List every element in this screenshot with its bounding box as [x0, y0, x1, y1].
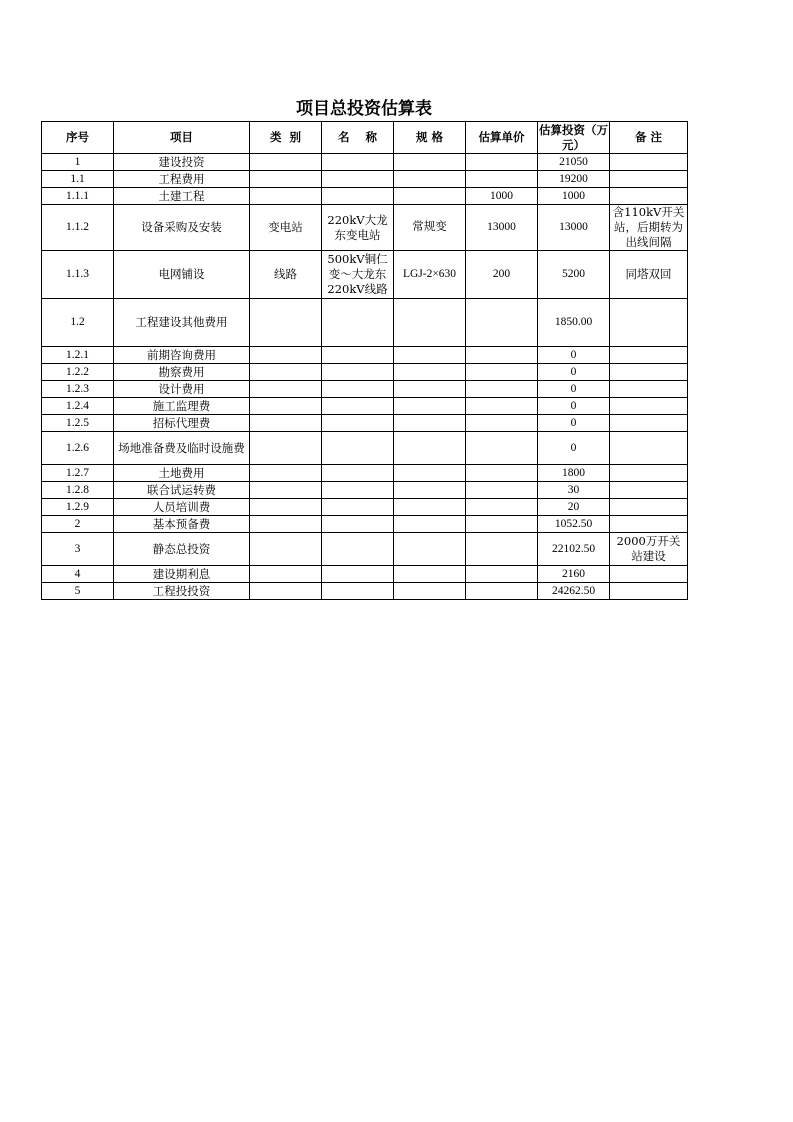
cell-name	[322, 299, 394, 347]
cell-no: 3	[42, 533, 114, 566]
cell-name	[322, 566, 394, 583]
cell-name	[322, 533, 394, 566]
cell-category	[250, 188, 322, 205]
cell-remark	[610, 299, 688, 347]
cell-investment: 1000	[538, 188, 610, 205]
cell-category	[250, 381, 322, 398]
cell-item: 基本预备费	[114, 516, 250, 533]
cell-unit-price	[466, 465, 538, 482]
cell-remark	[610, 516, 688, 533]
cell-spec: 常规变	[394, 205, 466, 251]
cell-unit-price	[466, 364, 538, 381]
table-row	[42, 398, 688, 415]
cell-item: 静态总投资	[114, 533, 250, 566]
cell-item: 施工监理费	[114, 398, 250, 415]
header-category: 类 别	[250, 122, 322, 154]
cell-category	[250, 299, 322, 347]
cell-investment: 24262.50	[538, 583, 610, 600]
cell-remark: 含110kV开关站，后期转为出线间隔	[610, 205, 688, 251]
cell-unit-price	[466, 583, 538, 600]
table-row	[42, 415, 688, 432]
cell-name	[322, 432, 394, 465]
cell-item: 土地费用	[114, 465, 250, 482]
cell-spec	[394, 516, 466, 533]
cell-remark	[610, 583, 688, 600]
cell-unit-price: 1000	[466, 188, 538, 205]
header-remark: 备 注	[610, 122, 688, 154]
cell-remark	[610, 171, 688, 188]
cell-remark	[610, 398, 688, 415]
cell-item: 场地准备费及临时设施费	[114, 432, 250, 465]
cell-category	[250, 364, 322, 381]
cell-remark	[610, 347, 688, 364]
cell-unit-price	[466, 415, 538, 432]
cell-item: 前期咨询费用	[114, 347, 250, 364]
cell-investment: 19200	[538, 171, 610, 188]
cell-investment: 21050	[538, 154, 610, 171]
cell-spec	[394, 533, 466, 566]
table-row	[42, 251, 688, 299]
cell-investment: 1800	[538, 465, 610, 482]
cell-remark	[610, 482, 688, 499]
cell-unit-price	[466, 432, 538, 465]
header-name: 名 称	[322, 122, 394, 154]
cell-investment: 0	[538, 432, 610, 465]
cell-no: 1.2.4	[42, 398, 114, 415]
cell-name: 220kV大龙东变电站	[322, 205, 394, 251]
cell-no: 4	[42, 566, 114, 583]
table-row	[42, 566, 688, 583]
cell-name	[322, 154, 394, 171]
cell-unit-price	[466, 499, 538, 516]
table-row	[42, 299, 688, 347]
cell-spec	[394, 432, 466, 465]
header-no: 序号	[42, 122, 114, 154]
cell-no: 1.1.1	[42, 188, 114, 205]
cell-investment: 1052.50	[538, 516, 610, 533]
table-title: 项目总投资估算表	[296, 99, 432, 119]
cell-spec	[394, 171, 466, 188]
cell-no: 1.2.5	[42, 415, 114, 432]
cell-item: 工程费用	[114, 171, 250, 188]
cell-remark	[610, 432, 688, 465]
table-row	[42, 465, 688, 482]
cell-no: 1.1	[42, 171, 114, 188]
cell-remark	[610, 188, 688, 205]
table-row	[42, 154, 688, 171]
cell-unit-price	[466, 381, 538, 398]
table-row	[42, 381, 688, 398]
cell-category: 变电站	[250, 205, 322, 251]
cell-category	[250, 499, 322, 516]
cell-category	[250, 347, 322, 364]
cell-investment: 0	[538, 415, 610, 432]
cell-category	[250, 516, 322, 533]
cell-spec	[394, 347, 466, 364]
cell-spec: LGJ-2×630	[394, 251, 466, 299]
cell-no: 1.2.1	[42, 347, 114, 364]
cell-category	[250, 566, 322, 583]
cell-spec	[394, 465, 466, 482]
cell-spec	[394, 482, 466, 499]
cell-item: 土建工程	[114, 188, 250, 205]
cell-unit-price	[466, 566, 538, 583]
cell-unit-price	[466, 482, 538, 499]
header-investment: 估算投资（万元）	[539, 122, 608, 152]
table-row	[42, 516, 688, 533]
cell-investment: 0	[538, 347, 610, 364]
cell-name	[322, 381, 394, 398]
cell-investment: 0	[538, 381, 610, 398]
table-row	[42, 347, 688, 364]
cell-name	[322, 171, 394, 188]
table-row	[42, 482, 688, 499]
cell-name	[322, 347, 394, 364]
cell-spec	[394, 364, 466, 381]
cell-item: 勘察费用	[114, 364, 250, 381]
cell-unit-price: 200	[466, 251, 538, 299]
cell-item: 设备采购及安装	[114, 205, 250, 251]
cell-remark	[610, 465, 688, 482]
cell-spec	[394, 415, 466, 432]
cell-item: 招标代理费	[114, 415, 250, 432]
header-unit-price: 估算单价	[466, 122, 538, 154]
cell-name	[322, 398, 394, 415]
table-header-row	[42, 122, 688, 154]
cell-unit-price	[466, 171, 538, 188]
cell-unit-price	[466, 299, 538, 347]
cell-unit-price	[466, 516, 538, 533]
cell-name	[322, 499, 394, 516]
cell-category	[250, 398, 322, 415]
cell-no: 1.2.7	[42, 465, 114, 482]
table-row	[42, 432, 688, 465]
cell-item: 建设投资	[114, 154, 250, 171]
cell-spec	[394, 398, 466, 415]
cell-item: 工程建设其他费用	[114, 299, 250, 347]
cell-remark	[610, 154, 688, 171]
header-item: 项目	[114, 122, 250, 154]
cell-remark: 2000万开关站建设	[610, 533, 688, 566]
cell-no: 1.2.2	[42, 364, 114, 381]
cell-no: 1.2.9	[42, 499, 114, 516]
cell-investment: 2160	[538, 566, 610, 583]
table-row	[42, 364, 688, 381]
cell-no: 1.1.3	[42, 251, 114, 299]
table-row	[42, 171, 688, 188]
cell-category	[250, 415, 322, 432]
cell-investment: 13000	[538, 205, 610, 251]
header-spec: 规 格	[394, 122, 466, 154]
cell-unit-price	[466, 533, 538, 566]
cell-name	[322, 465, 394, 482]
cell-remark	[610, 364, 688, 381]
cell-category	[250, 482, 322, 499]
cell-investment: 20	[538, 499, 610, 516]
cell-name	[322, 188, 394, 205]
cell-name	[322, 364, 394, 381]
investment-estimate-table	[41, 121, 688, 600]
cell-item: 工程投投资	[114, 583, 250, 600]
cell-no: 2	[42, 516, 114, 533]
cell-category	[250, 432, 322, 465]
cell-no: 1.2.3	[42, 381, 114, 398]
cell-investment: 5200	[538, 251, 610, 299]
cell-spec	[394, 154, 466, 171]
cell-name	[322, 583, 394, 600]
cell-item: 联合试运转费	[114, 482, 250, 499]
table-row	[42, 188, 688, 205]
cell-item: 设计费用	[114, 381, 250, 398]
cell-investment: 0	[538, 364, 610, 381]
cell-category	[250, 583, 322, 600]
cell-category	[250, 171, 322, 188]
cell-category	[250, 533, 322, 566]
cell-name	[322, 516, 394, 533]
cell-item: 电网铺设	[114, 251, 250, 299]
cell-spec	[394, 188, 466, 205]
table-row	[42, 533, 688, 566]
cell-spec	[394, 299, 466, 347]
cell-remark	[610, 566, 688, 583]
cell-unit-price	[466, 154, 538, 171]
table-row	[42, 499, 688, 516]
cell-investment: 30	[538, 482, 610, 499]
cell-item: 建设期利息	[114, 566, 250, 583]
cell-investment: 1850.00	[538, 299, 610, 347]
table-row	[42, 583, 688, 600]
cell-unit-price	[466, 347, 538, 364]
cell-no: 1.2	[42, 299, 114, 347]
cell-item: 人员培训费	[114, 499, 250, 516]
cell-remark	[610, 381, 688, 398]
cell-unit-price	[466, 398, 538, 415]
cell-name: 500kV铜仁变～大龙东220kV线路	[322, 251, 394, 299]
cell-spec	[394, 499, 466, 516]
cell-no: 1.2.8	[42, 482, 114, 499]
cell-investment: 22102.50	[538, 533, 610, 566]
cell-spec	[394, 566, 466, 583]
cell-no: 5	[42, 583, 114, 600]
cell-no: 1	[42, 154, 114, 171]
cell-name	[322, 415, 394, 432]
cell-no: 1.1.2	[42, 205, 114, 251]
cell-investment: 0	[538, 398, 610, 415]
table-row	[42, 205, 688, 251]
cell-category	[250, 154, 322, 171]
cell-spec	[394, 583, 466, 600]
cell-unit-price: 13000	[466, 205, 538, 251]
cell-spec	[394, 381, 466, 398]
cell-remark: 同塔双回	[610, 251, 688, 299]
cell-remark	[610, 499, 688, 516]
cell-no: 1.2.6	[42, 432, 114, 465]
cell-remark	[610, 415, 688, 432]
cell-name	[322, 482, 394, 499]
cell-category	[250, 465, 322, 482]
cell-category: 线路	[250, 251, 322, 299]
